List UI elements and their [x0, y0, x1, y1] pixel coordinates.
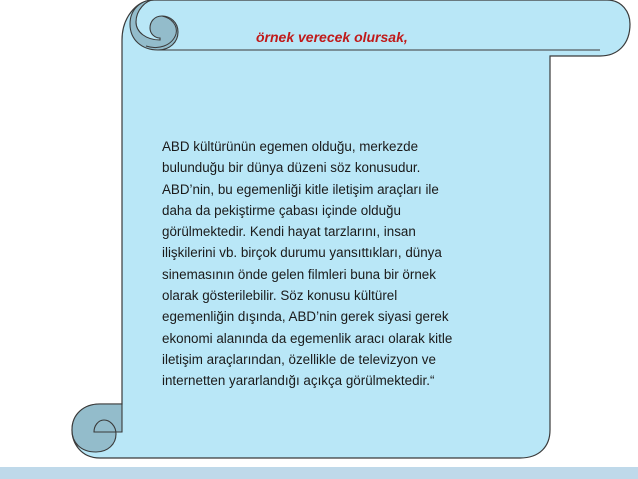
bottom-bar [0, 467, 638, 479]
page-title: örnek verecek olursak, [256, 29, 408, 45]
body-line: ilişkilerini vb. birçok durumu yansıttıkları, dünya [162, 245, 442, 261]
body-line: bulunduğu bir dünya düzeni söz konusudur. [162, 160, 421, 176]
body-line: internetten yararlandığı açıkça görülmektedir.“ [162, 373, 435, 389]
body-line: sinemasının önde gelen filmleri buna bir örnek [162, 266, 436, 282]
body-line: daha da pekiştirme çabası içinde olduğu [162, 202, 401, 218]
body-line: iletişim araçlarından, özellikle de televizyon ve [162, 351, 436, 367]
body-line: ABD kültürünün egemen olduğu, merkezde [162, 139, 419, 154]
body-line: ABD’nin, bu egemenliği kitle iletişim araçları ile [162, 181, 439, 197]
body-paragraph [162, 136, 542, 392]
body-line: olarak gösterilebilir. Söz konusu kültürel [162, 288, 398, 304]
body-line: egemenliğin dışında, ABD’nin gerek siyasi gerek [162, 309, 449, 325]
body-line: görülmektedir. Kendi hayat tarzlarını, insan [162, 224, 416, 240]
body-line: ekonomi alanında da egemenlik aracı olarak kitle [162, 330, 453, 346]
